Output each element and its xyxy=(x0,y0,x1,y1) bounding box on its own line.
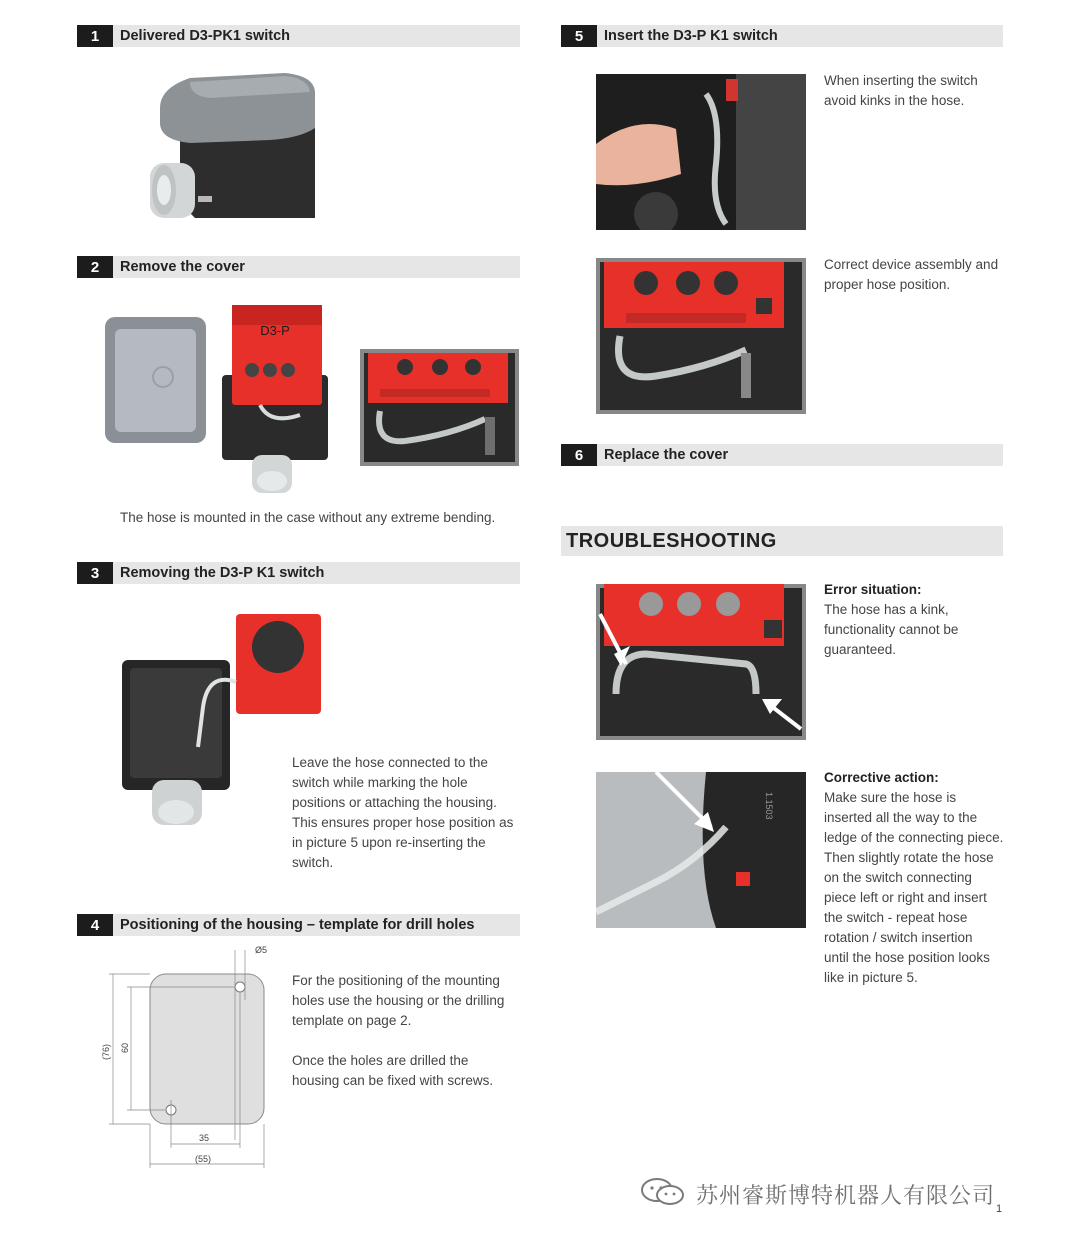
text-line: proper hose position. xyxy=(824,277,951,292)
step-3-text xyxy=(292,753,513,873)
step-5-title: Insert the D3-P K1 switch xyxy=(604,28,778,44)
step-6-header xyxy=(561,444,1003,466)
step-4-title: Positioning of the housing – template for drill holes xyxy=(120,917,475,933)
step-1-header xyxy=(77,25,520,47)
step-4-text-a xyxy=(292,971,504,1031)
removed-cover-photo xyxy=(103,315,208,445)
open-housing-photo xyxy=(220,305,330,495)
text-line: functionality cannot be xyxy=(824,622,959,637)
troubleshooting-title: TROUBLESHOOTING xyxy=(566,529,777,552)
text-line: Then slightly rotate the hose xyxy=(824,850,994,865)
company-name: 苏州睿斯博特机器人有限公司 xyxy=(696,1183,996,1208)
text-line: The hose has a kink, xyxy=(824,602,949,617)
page-number: 1 xyxy=(996,1203,1003,1215)
text-line: like in picture 5. xyxy=(824,970,918,985)
insert-switch-photo xyxy=(596,74,806,230)
step-4-header xyxy=(77,914,520,936)
part-marking: 1.1503 xyxy=(764,792,774,820)
step-1-number: 1 xyxy=(77,25,113,47)
text-line: Once the holes are drilled the xyxy=(292,1053,469,1068)
text-line: the switch - repeat hose xyxy=(824,910,968,925)
text-line: rotation / switch insertion xyxy=(824,930,973,945)
dim-height-outer-label: (76) xyxy=(101,1043,111,1060)
text-line: Leave the hose connected to the xyxy=(292,755,488,770)
step-2-header xyxy=(77,256,520,278)
correct-assembly-photo xyxy=(596,258,806,414)
text-line: ledge of the connecting piece. xyxy=(824,830,1004,845)
dim-width-outer-label: (55) xyxy=(195,1154,212,1164)
step-6-number: 6 xyxy=(561,444,597,466)
wechat-icon xyxy=(640,1177,686,1212)
step-5-text-b xyxy=(824,255,998,295)
step-1-title: Delivered D3-PK1 switch xyxy=(120,28,291,44)
dim-height-inner-label: 60 xyxy=(120,1042,130,1053)
footer-watermark xyxy=(640,1177,995,1212)
corrective-action-text xyxy=(824,768,1003,988)
dim-hole-label: Ø5 xyxy=(255,945,268,955)
step-2-number: 2 xyxy=(77,256,113,278)
text-line: in picture 5 upon re-inserting the xyxy=(292,835,486,850)
step-2-title: Remove the cover xyxy=(120,259,245,275)
step-6-title: Replace the cover xyxy=(604,447,729,463)
step-5-header xyxy=(561,25,1003,47)
text-line: switch while marking the hole xyxy=(292,775,468,790)
delivered-switch-photo xyxy=(150,68,325,226)
step-4-text-b xyxy=(292,1051,493,1091)
text-line: switch. xyxy=(292,855,334,870)
switch-closeup-photo xyxy=(360,349,519,466)
step-3-number: 3 xyxy=(77,562,113,584)
text-line: When inserting the switch xyxy=(824,73,978,88)
step-3-header xyxy=(77,562,520,584)
action-heading: Corrective action: xyxy=(824,770,939,785)
step-5-number: 5 xyxy=(561,25,597,47)
text-line: guaranteed. xyxy=(824,642,897,657)
text-line: avoid kinks in the hose. xyxy=(824,93,965,108)
error-kink-photo xyxy=(596,584,806,740)
text-line: until the hose position looks xyxy=(824,950,990,965)
text-line: housing can be fixed with screws. xyxy=(292,1073,494,1088)
step-2-caption: The hose is mounted in the case without any extreme bending. xyxy=(120,510,496,525)
text-line: holes use the housing or the drilling xyxy=(292,993,505,1008)
drill-template-drawing xyxy=(95,940,275,1172)
error-situation-text xyxy=(824,580,958,660)
step-3-title: Removing the D3-P K1 switch xyxy=(120,565,325,581)
step-5-text-a xyxy=(824,71,978,111)
dim-width-inner-label: 35 xyxy=(199,1133,210,1143)
text-line: piece left or right and insert xyxy=(824,890,987,905)
error-heading: Error situation: xyxy=(824,582,922,597)
text-line: template on page 2. xyxy=(292,1013,412,1028)
corrective-action-photo xyxy=(596,772,806,928)
text-line: This ensures proper hose position as xyxy=(292,815,514,830)
text-line: on the switch connecting xyxy=(824,870,972,885)
device-label: D3-P xyxy=(260,323,290,338)
text-line: For the positioning of the mounting xyxy=(292,973,500,988)
text-line: positions or attaching the housing. xyxy=(292,795,497,810)
text-line: Make sure the hose is xyxy=(824,790,957,805)
step-4-number: 4 xyxy=(77,914,113,936)
text-line: Correct device assembly and xyxy=(824,257,999,272)
troubleshooting-header xyxy=(561,526,1003,556)
text-line: inserted all the way to the xyxy=(824,810,978,825)
